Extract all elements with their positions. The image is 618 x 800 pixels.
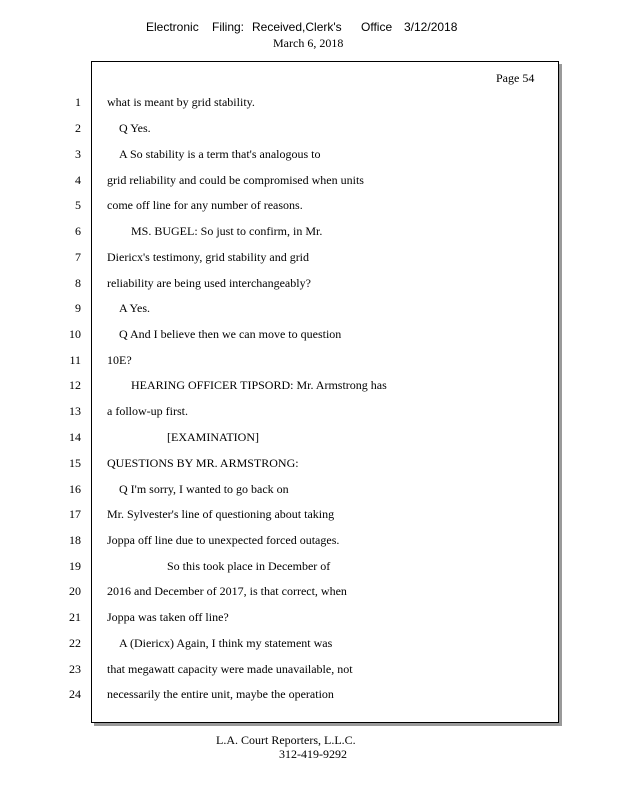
line-text: Q Yes.	[119, 121, 151, 135]
line-number: 1	[75, 95, 81, 109]
line-text: Diericx's testimony, grid stability and grid	[107, 250, 310, 264]
line-number: 6	[75, 224, 81, 238]
filing-stamp-header	[0, 20, 618, 54]
line-text: A So stability is a term that's analogous to	[119, 147, 321, 161]
page-number: Page 54	[496, 71, 535, 85]
line-number: 24	[69, 687, 81, 701]
line-number: 20	[69, 584, 81, 598]
line-text: Q I'm sorry, I wanted to go back on	[119, 482, 289, 496]
line-number: 5	[75, 198, 81, 212]
line-number: 23	[69, 662, 81, 676]
line-number: 2	[75, 121, 81, 135]
line-text: So this took place in December of	[167, 559, 331, 573]
line-number: 9	[75, 301, 81, 315]
line-text: necessarily the entire unit, maybe the operation	[107, 687, 334, 701]
line-text: MS. BUGEL: So just to confirm, in Mr.	[131, 224, 323, 238]
line-text: 2016 and December of 2017, is that correct, when	[107, 584, 347, 598]
line-text: A (Diericx) Again, I think my statement was	[119, 636, 333, 650]
line-text: HEARING OFFICER TIPSORD: Mr. Armstrong has	[131, 378, 387, 392]
line-number: 14	[69, 430, 81, 444]
line-number: 7	[75, 250, 81, 264]
line-text: 10E?	[107, 353, 132, 367]
line-number: 10	[69, 327, 81, 341]
line-text: a follow-up first.	[107, 404, 188, 418]
line-text: Joppa off line due to unexpected forced outages.	[107, 533, 340, 547]
line-text: QUESTIONS BY MR. ARMSTRONG:	[107, 456, 299, 470]
line-number: 8	[75, 276, 81, 290]
line-text: come off line for any number of reasons.	[107, 198, 303, 212]
line-number: 13	[69, 404, 81, 418]
line-number: 3	[75, 147, 81, 161]
line-text: Q And I believe then we can move to question	[119, 327, 342, 341]
stamp-electronic: Electronic	[146, 20, 199, 34]
line-number: 16	[69, 482, 81, 496]
line-text: grid reliability and could be compromised when units	[107, 173, 364, 187]
line-text: that megawatt capacity were made unavailable, not	[107, 662, 353, 676]
line-number: 11	[69, 353, 81, 367]
line-number: 21	[69, 610, 81, 624]
line-text: A Yes.	[119, 301, 151, 315]
line-text: reliability are being used interchangeably?	[107, 276, 311, 290]
line-number: 12	[69, 378, 81, 392]
line-text: what is meant by grid stability.	[107, 95, 255, 109]
footer-company: L.A. Court Reporters, L.L.C.	[216, 733, 356, 747]
line-number: 22	[69, 636, 81, 650]
stamp-filing: Filing:	[212, 20, 245, 34]
transcript-date: March 6, 2018	[273, 36, 344, 50]
footer-phone: 312-419-9292	[279, 747, 347, 761]
stamp-office: Office	[361, 20, 393, 34]
stamp-date: 3/12/2018	[404, 20, 458, 34]
line-text: Joppa was taken off line?	[107, 610, 229, 624]
line-number: 4	[75, 173, 81, 187]
line-number: 17	[69, 507, 81, 521]
stamp-received: Received,Clerk's	[252, 20, 342, 34]
line-number: 15	[69, 456, 81, 470]
line-text: Mr. Sylvester's line of questioning about taking	[107, 507, 335, 521]
line-text: [EXAMINATION]	[167, 430, 259, 444]
line-number: 18	[69, 533, 81, 547]
line-number: 19	[69, 559, 81, 573]
